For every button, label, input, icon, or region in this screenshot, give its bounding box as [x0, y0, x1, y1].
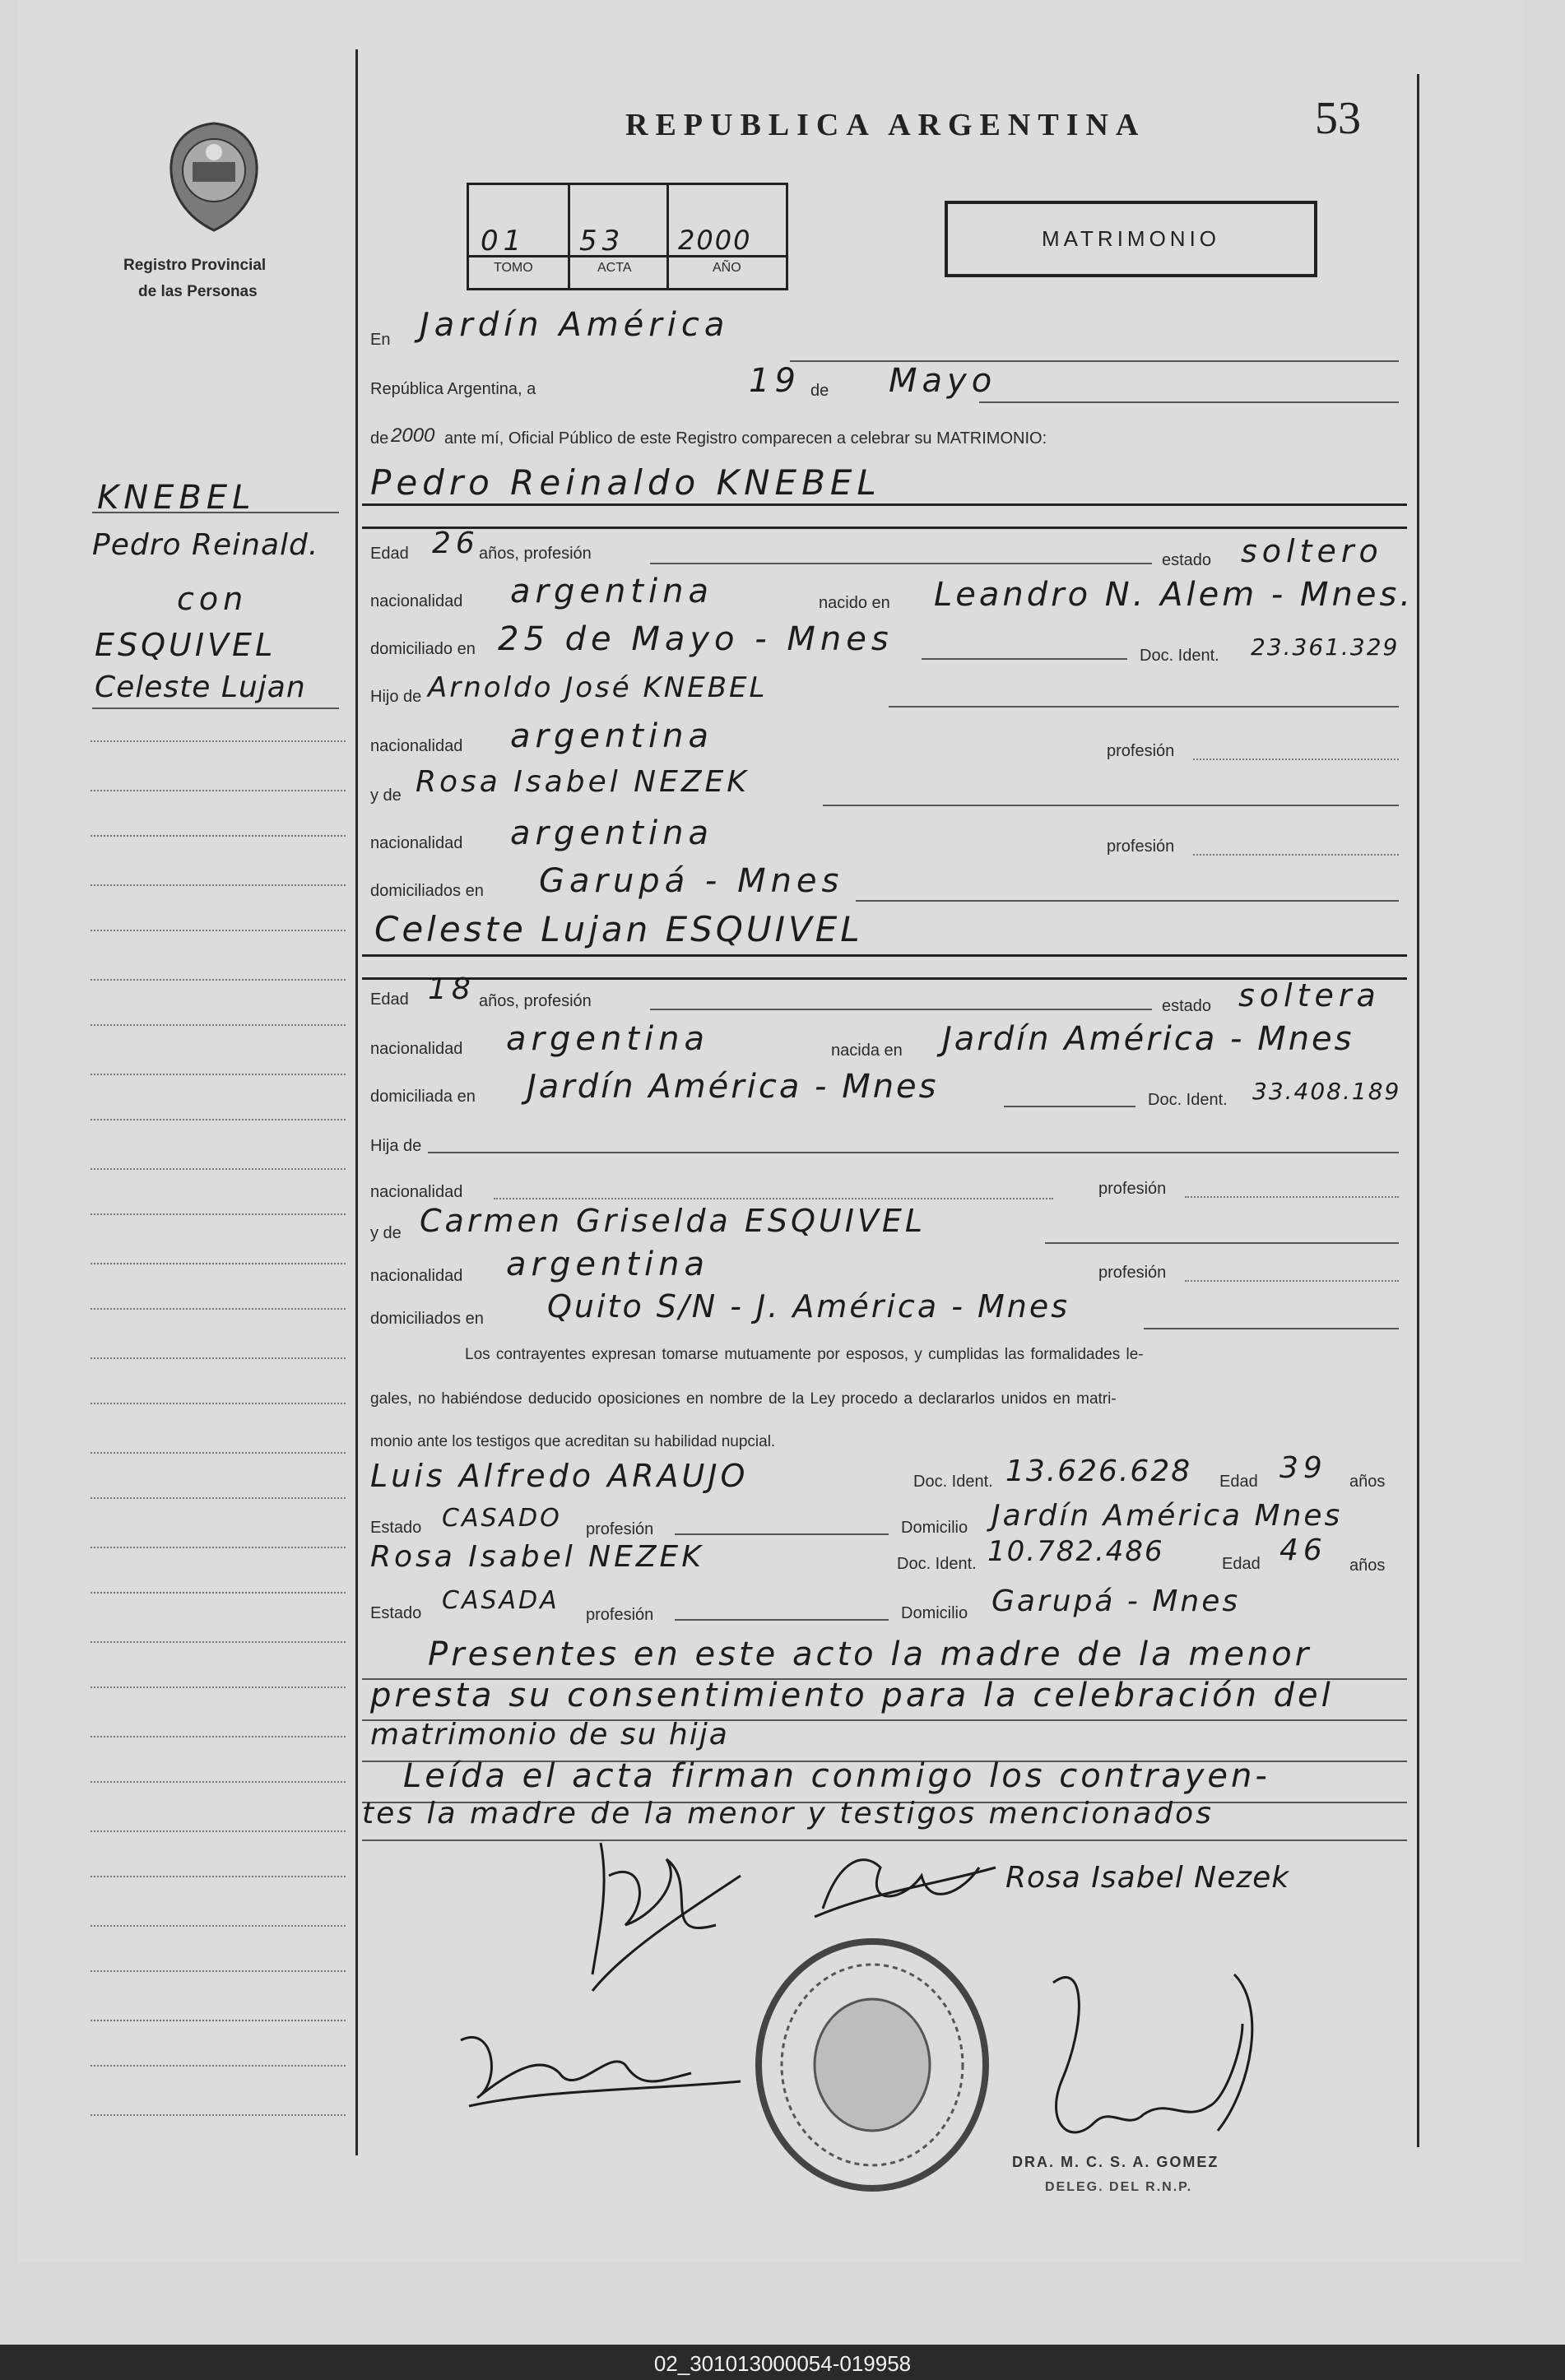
note-line5: tes la madre de la menor y testigos mencionados	[362, 1797, 1214, 1830]
tomo-label: TOMO	[494, 261, 533, 275]
registry-seal-icon	[163, 119, 266, 234]
witness1-domicile: Jardín América Mnes	[991, 1499, 1343, 1533]
witness1-name: Luis Alfredo ARAUJO	[370, 1458, 749, 1494]
bride-nationality: argentina	[506, 1020, 709, 1058]
label-father-prof: profesión	[1107, 742, 1175, 760]
footer-bar	[0, 2345, 1565, 2380]
statement-line2: gales, no habiéndose deducido oposiciones en nombre de la Ley procedo a declararlos unidos en matri-	[370, 1390, 1117, 1408]
note-line1: Presentes en este acto la madre de la menor	[428, 1635, 1312, 1673]
label-groom-nac: nacionalidad	[370, 592, 463, 610]
folio-number: 53	[1315, 93, 1361, 144]
groom-mother-nat: argentina	[510, 814, 713, 852]
label-bride-estado: estado	[1162, 997, 1212, 1015]
label-de: de	[810, 382, 829, 400]
acta-label: ACTA	[597, 261, 632, 275]
acta-value: 53	[579, 225, 625, 257]
officer-stamp-line1: DRA. M. C. S. A. GOMEZ	[1012, 2154, 1219, 2170]
label-bride-y-de: y de	[370, 1224, 402, 1242]
bride-domicile: Jardín América - Mnes	[527, 1068, 939, 1106]
note-line3: matrimonio de su hija	[370, 1718, 729, 1751]
groom-name: Pedro Reinaldo KNEBEL	[370, 462, 881, 503]
mother-signature-text: Rosa Isabel Nezek	[1005, 1861, 1290, 1895]
witness2-domicile: Garupá - Mnes	[991, 1584, 1241, 1618]
country-header: REPUBLICA ARGENTINA	[625, 108, 1146, 142]
margin-surname-groom: KNEBEL	[97, 479, 256, 517]
groom-mother: Rosa Isabel NEZEK	[416, 765, 750, 799]
statement-line1: Los contrayentes expresan tomarse mutuamente por esposos, y cumplidas las formalidades le-	[465, 1346, 1144, 1363]
label-w2-prof: profesión	[586, 1606, 654, 1624]
label-mother-prof: profesión	[1107, 837, 1175, 856]
witness1-doc: 13.626.628	[1005, 1454, 1192, 1488]
label-mother-nac: nacionalidad	[370, 834, 463, 852]
groom-parents-domicile: Garupá - Mnes	[539, 862, 844, 900]
label-w1-doc: Doc. Ident.	[913, 1473, 993, 1491]
official-seal	[753, 1937, 991, 2192]
bride-doc: 33.408.189	[1252, 1078, 1401, 1105]
label-y-de: y de	[370, 786, 402, 805]
right-border	[1417, 74, 1419, 2147]
bride-parents-domicile: Quito S/N - J. América - Mnes	[547, 1288, 1070, 1325]
label-bride-nacida: nacida en	[831, 1042, 903, 1060]
label-bride-father-nac: nacionalidad	[370, 1183, 463, 1201]
label-de-year: de	[370, 429, 389, 448]
margin-divider	[355, 49, 358, 2155]
label-bride-mother-nac: nacionalidad	[370, 1267, 463, 1285]
officer-signature	[1020, 1958, 1284, 2172]
registry-name-line1: Registro Provincial	[123, 257, 267, 274]
label-bride-dom: domiciliada en	[370, 1088, 476, 1106]
anio-value: 2000	[678, 225, 752, 256]
label-bride-mother-prof: profesión	[1098, 1264, 1167, 1282]
label-groom-edad: Edad	[370, 545, 409, 563]
witness2-age: 46	[1279, 1533, 1327, 1567]
label-en: En	[370, 331, 391, 349]
anio-label: AÑO	[713, 261, 741, 275]
label-bride-father-prof: profesión	[1098, 1180, 1167, 1198]
groom-doc: 23.361.329	[1251, 633, 1400, 661]
bride-mother: Carmen Griselda ESQUIVEL	[420, 1203, 926, 1239]
margin-con: con	[177, 581, 248, 617]
witness1-age: 39	[1279, 1451, 1327, 1485]
margin-surname-bride: ESQUIVEL	[95, 627, 276, 663]
note-line2: presta su consentimiento para la celebración del	[370, 1677, 1334, 1714]
margin-given-bride: Celeste Lujan	[95, 670, 306, 704]
registry-name-line2: de las Personas	[138, 283, 258, 300]
witness2-name: Rosa Isabel NEZEK	[370, 1540, 704, 1574]
label-comparecen: ante mí, Oficial Público de este Registro comparecen a celebrar su MATRIMONIO:	[444, 429, 1047, 448]
groom-birthplace: Leandro N. Alem - Mnes.	[934, 576, 1414, 614]
officer-stamp-line2: DELEG. DEL R.N.P.	[1045, 2180, 1193, 2194]
footer-id: 02_301013000054-019958	[653, 2351, 912, 2376]
groom-domicile: 25 de Mayo - Mnes	[498, 620, 894, 658]
groom-father-nat: argentina	[510, 717, 713, 755]
doc-type-label: MATRIMONIO	[1041, 226, 1221, 251]
witness1-signature	[806, 1835, 1004, 1933]
tomo-value: 01	[481, 225, 527, 257]
label-w2-edad: Edad	[1222, 1555, 1261, 1573]
record-box	[467, 183, 788, 290]
day-value: 19	[749, 362, 801, 400]
label-groom-estado: estado	[1162, 551, 1212, 569]
note-line4: Leída el acta firman conmigo los contrayen-	[403, 1757, 1270, 1795]
bride-mother-nat: argentina	[506, 1246, 709, 1283]
label-groom-dom: domiciliado en	[370, 640, 476, 658]
label-w2-domicilio: Domicilio	[901, 1604, 968, 1622]
label-bride-doc: Doc. Ident.	[1148, 1091, 1228, 1109]
label-bride-edad: Edad	[370, 991, 409, 1009]
label-bride-nac: nacionalidad	[370, 1040, 463, 1058]
label-hijo-de: Hijo de	[370, 688, 422, 706]
label-w1-domicilio: Domicilio	[901, 1519, 968, 1537]
label-w1-estado: Estado	[370, 1519, 422, 1537]
label-bride-parents-dom: domiciliados en	[370, 1310, 484, 1328]
year-value: 2000	[391, 425, 435, 447]
witness1-status: CASADO	[442, 1504, 562, 1533]
label-groom-anos: años, profesión	[479, 545, 592, 563]
month-value: Mayo	[889, 362, 997, 400]
label-parents-dom: domiciliados en	[370, 882, 484, 900]
label-republica: República Argentina, a	[370, 380, 536, 398]
margin-given-groom: Pedro Reinald.	[92, 528, 319, 562]
label-groom-doc: Doc. Ident.	[1140, 647, 1219, 665]
label-father-nac: nacionalidad	[370, 737, 463, 755]
groom-status: soltero	[1241, 533, 1383, 569]
bride-signature	[444, 2007, 757, 2114]
witness2-doc: 10.782.486	[987, 1535, 1164, 1568]
label-w2-estado: Estado	[370, 1604, 422, 1622]
groom-nationality: argentina	[510, 573, 713, 610]
statement-line3: monio ante los testigos que acreditan su habilidad nupcial.	[370, 1433, 776, 1450]
label-w1-anos: años	[1349, 1473, 1386, 1491]
label-bride-anos: años, profesión	[479, 992, 592, 1010]
label-w1-edad: Edad	[1219, 1473, 1258, 1491]
label-w1-prof: profesión	[586, 1520, 654, 1538]
groom-father: Arnoldo José KNEBEL	[428, 671, 768, 704]
label-w2-anos: años	[1349, 1557, 1386, 1575]
bride-age: 18	[428, 972, 476, 1006]
witness2-status: CASADA	[442, 1586, 560, 1615]
bride-name: Celeste Lujan ESQUIVEL	[374, 909, 863, 949]
label-groom-nacido: nacido en	[819, 594, 890, 612]
groom-age: 26	[432, 527, 480, 560]
doc-type-box	[945, 201, 1317, 277]
place-value: Jardín América	[420, 306, 730, 344]
label-hija-de: Hija de	[370, 1137, 422, 1155]
bride-birthplace: Jardín América - Mnes	[942, 1020, 1354, 1058]
bride-status: soltera	[1238, 977, 1381, 1014]
label-w2-doc: Doc. Ident.	[897, 1555, 977, 1573]
groom-signature	[576, 1826, 773, 2016]
